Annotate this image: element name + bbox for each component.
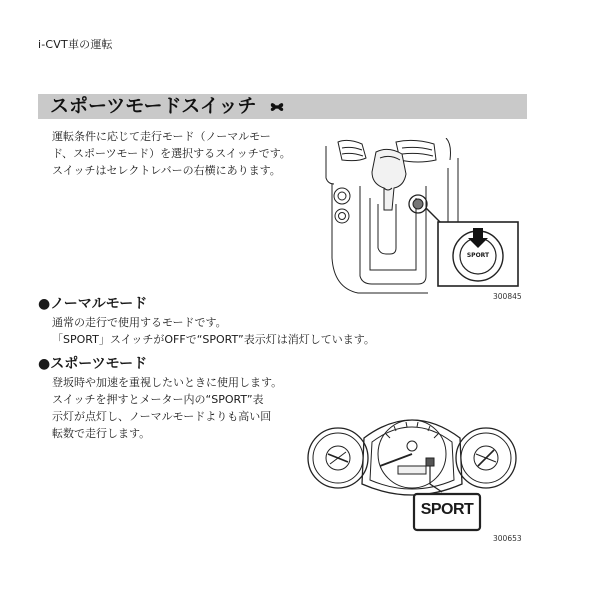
section-title-bar — [38, 94, 527, 119]
intro-line: ド、スポーツモード）を選択するスイッチです。 — [52, 147, 291, 160]
figure-id: 300845 — [493, 292, 522, 301]
figure-select-lever — [318, 138, 524, 298]
normal-mode-paragraph — [52, 314, 375, 348]
sport-mode-line: 示灯が点灯し、ノーマルモードよりも高い回 — [52, 410, 272, 423]
sport-mode-line: 転数で走行します。 — [52, 427, 151, 440]
chapter-header: i-CVT車の運転 — [38, 38, 113, 51]
sport-mode-line: 登坂時や加速を重視したいときに使用します。 — [52, 376, 283, 389]
sport-switch-label: SPORT — [466, 252, 490, 259]
sport-mode-heading: ●スポーツモード — [38, 356, 148, 372]
figure-meter-cluster — [302, 408, 524, 540]
normal-mode-line: 通常の走行で使用するモードです。 — [52, 316, 227, 329]
figure-id: 300653 — [493, 534, 522, 543]
intro-line: スイッチはセレクトレバーの右横にあります。 — [52, 164, 281, 177]
sport-indicator-label: SPORT — [420, 501, 474, 518]
intro-paragraph — [52, 128, 291, 179]
intro-line: 運転条件に応じて走行モード（ノーマルモー — [52, 130, 271, 143]
section-title-text: スポーツモードスイッチ — [50, 95, 257, 117]
fan-icon — [269, 100, 285, 114]
section-title — [50, 95, 285, 118]
normal-mode-line: 「SPORT」スイッチがOFFで“SPORT”表示灯は消灯しています。 — [52, 333, 375, 346]
normal-mode-heading: ●ノーマルモード — [38, 296, 148, 312]
sport-mode-line: スイッチを押すとメーター内の“SPORT”表 — [52, 393, 264, 406]
sport-mode-paragraph — [52, 374, 282, 442]
